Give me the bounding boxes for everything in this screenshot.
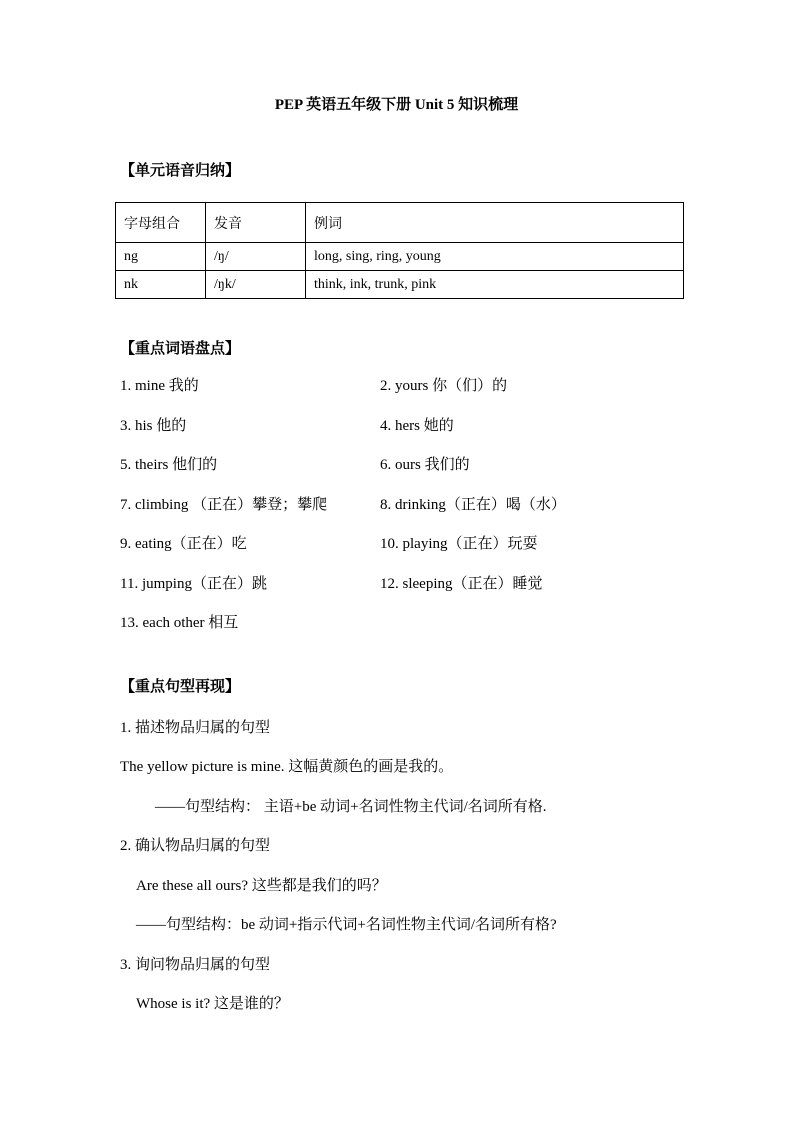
sentence-line: 3. 询问物品归属的句型 xyxy=(120,956,271,973)
phonics-table-header-row xyxy=(116,203,684,243)
sentence-structure-line: ——句型结构：be 动词+指示代词+名词性物主代词/名词所有格? xyxy=(136,917,557,933)
word-item: 6. ours 我们的 xyxy=(380,457,470,474)
table-header-pronunciation: 发音 xyxy=(206,203,306,243)
word-item: 9. eating（正在）吃 xyxy=(120,536,247,553)
word-item: 5. theirs 他们的 xyxy=(120,457,218,474)
table-cell: think, ink, trunk, pink xyxy=(306,271,684,299)
table-cell: /ŋk/ xyxy=(206,271,306,299)
sentence-structure-line: ——句型结构： 主语+be 动词+名词性物主代词/名词所有格. xyxy=(155,798,547,815)
phonics-table-row xyxy=(116,243,684,271)
word-item: 7. climbing （正在）攀登；攀爬 xyxy=(120,496,328,513)
sentence-line: Are these all ours? 这些都是我们的吗？ xyxy=(136,877,387,894)
table-cell: ng xyxy=(116,243,206,271)
word-item: 13. each other 相互 xyxy=(120,615,239,632)
sentence-line: 2. 确认物品归属的句型 xyxy=(120,838,271,854)
word-row xyxy=(120,563,793,603)
sentences-list xyxy=(0,709,793,1025)
word-row xyxy=(120,365,793,405)
words-section-heading: 【重点词语盘点】 xyxy=(120,340,241,357)
table-cell: nk xyxy=(116,271,206,299)
word-item: 1. mine 我的 xyxy=(120,378,199,395)
sentence-line: The yellow picture is mine. 这幅黄颜色的画是我的。 xyxy=(120,759,454,775)
word-row xyxy=(120,405,793,445)
phonics-table xyxy=(115,202,684,299)
page-title: PEP 英语五年级下册 Unit 5 知识梳理 xyxy=(274,97,519,113)
phonics-section-heading: 【单元语音归纳】 xyxy=(120,162,241,179)
word-row xyxy=(120,444,793,484)
sentences-section-heading: 【重点句型再现】 xyxy=(120,677,241,695)
word-item: 10. playing（正在）玩耍 xyxy=(380,536,538,553)
table-cell: long, sing, ring, young xyxy=(306,243,684,271)
phonics-table-row xyxy=(116,271,684,299)
word-row xyxy=(120,602,793,642)
word-item: 3. his 他的 xyxy=(120,417,187,434)
table-header-letter-combo: 字母组合 xyxy=(116,203,206,243)
word-row xyxy=(120,523,793,563)
word-item: 4. hers 她的 xyxy=(380,417,454,434)
sentence-line: Whose is it? 这是谁的？ xyxy=(136,996,289,1012)
words-list xyxy=(0,365,793,642)
word-item: 8. drinking（正在）喝（水） xyxy=(380,496,566,513)
sentence-line: 1. 描述物品归属的句型 xyxy=(120,719,271,736)
word-item: 12. sleeping（正在）睡觉 xyxy=(380,575,543,592)
word-item: 2. yours 你（们）的 xyxy=(380,378,508,395)
table-cell: /ŋ/ xyxy=(206,243,306,271)
table-header-examples: 例词 xyxy=(306,203,684,243)
word-row xyxy=(120,484,793,524)
word-item: 11. jumping（正在）跳 xyxy=(120,575,267,592)
